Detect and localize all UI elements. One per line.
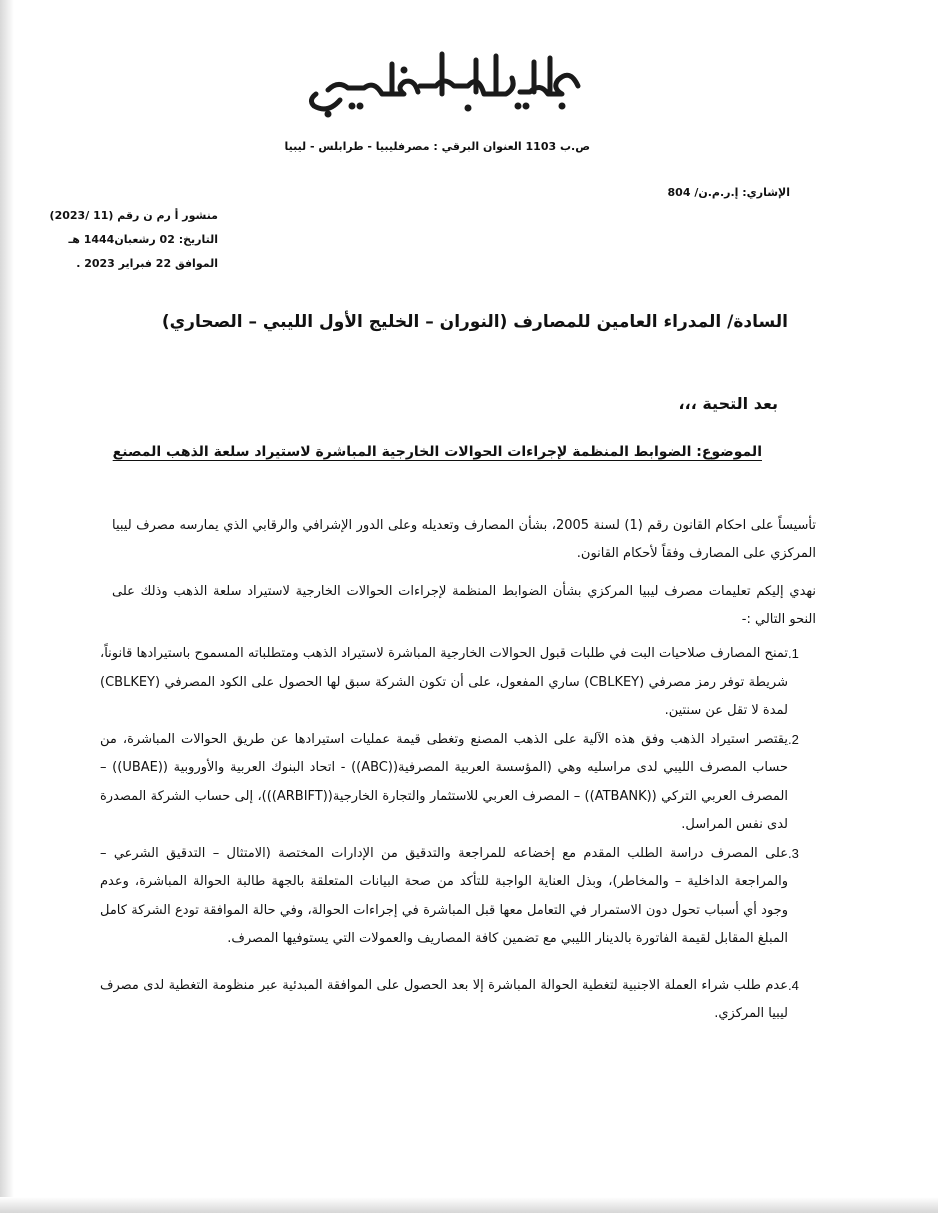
bank-address: ص.ب 1103 العنوان البرقي : مصرفليبيا - طرابلس - ليبيا — [284, 140, 590, 153]
date-gregorian: الموافق 22 فبراير 2023 . — [76, 257, 218, 270]
date-hijri: التاريخ: 02 رشعبان1444 هـ — [68, 233, 218, 246]
item-number: 1. — [788, 646, 799, 661]
bank-logo — [300, 48, 590, 128]
item-number: 2. — [788, 731, 799, 747]
list-item — [100, 840, 816, 954]
circular-number: منشور أ رم ن رقم (11 /2023) — [49, 209, 218, 222]
item-text: يقتصر استيراد الذهب وفق هذه الآلية على الذهب المصنع وتغطى قيمة عمليات استيرادها عن طريق الحوالات المباشرة، من حساب المصرف الليبي لدى مراسليه وهي (المؤسسة العربية المصرفية((ABC)) - اتحاد البنوك العربية والأوروبية ((UBAE)) – المصرف العربي التركي ((ATBANK)) – المصرف العربي للاستثمار والتجارة الخارجية((ARBIFT)))، إلى حساب الشركة المصدرة لدى نفس المراسل. — [100, 731, 789, 832]
greeting: بعد التحية ،،، — [678, 394, 778, 413]
instructions-paragraph: نهدي إليكم تعليمات مصرف ليبيا المركزي بشأن الضوابط المنظمة لإجراءات الحوالات الخارجية لاستيراد سلعة الذهب وذلك على النحو التالي :- — [112, 584, 816, 627]
item-text: تمنح المصارف صلاحيات البت في طلبات قبول الحوالات الخارجية المباشرة لاستيراد الذهب ومتطلباته المسموح باستيرادها قانوناً، شريطة توفر رمز مصرفي (CBLKEY) ساري المفعول، على أن تكون الشركة سبق لها الحصول على الكود المصرفي (CBLKEY) لمدة لا تقل عن سنتين. — [100, 646, 788, 718]
scan-bottom-shadow — [0, 1197, 938, 1213]
reference-number: الإشاري: إ.ر.م.ن/ 804 — [667, 186, 790, 199]
item-number: 3. — [788, 845, 799, 861]
logo-lettering: مصرف ليبيا المركزي — [440, 126, 450, 127]
list-item — [100, 726, 816, 840]
list-item — [100, 640, 816, 726]
item-text: على المصرف دراسة الطلب المقدم مع إخضاعه للمراجعة والتدقيق من الإدارات المختصة (الامتثال – التدقيق الشرعي – والمراجعة الداخلية – والمخاطر)، وبذل العناية الواجبة للتأكد من صحة البيانات المتعلقة بالجهة طالبة الحوالة المباشرة، وعدم وجود أي أسباب تحول دون الاستمرار في التعامل معها قبل المباشرة في إجراءات الحوالة، وفي حالة الموافقة تودع الشركة كامل المبلغ المقابل لقيمة الفاتورة بالدينار الليبي مع تضمين كافة المصاريف والعمولات التي يستوفيها المصرف. — [100, 845, 788, 946]
instructions-list — [100, 640, 816, 1029]
recipients-line: السادة/ المدراء العامين للمصارف (النوران – الخليج الأول الليبي – الصحاري) — [161, 312, 788, 332]
scan-edge-shadow — [0, 0, 14, 1213]
item-text: عدم طلب شراء العملة الاجنبية لتغطية الحوالة المباشرة إلا بعد الحصول على الموافقة المبدئية عبر منظومة التغطية لدى مصرف ليبيا المركزي. — [100, 977, 788, 1021]
subject-line: الموضوع: الضوابط المنظمة لإجراءات الحوالات الخارجية المباشرة لاستيراد سلعة الذهب المصنع — [112, 444, 762, 460]
item-number: 4. — [788, 977, 799, 993]
intro-paragraph: تأسيساً على احكام القانون رقم (1) لسنة 2005، بشأن المصارف وتعديله وعلى الدور الإشرافي والرقابي الذي يمارسه مصرف ليبيا المركزي على المصارف وفقاً لأحكام القانون. — [112, 518, 817, 561]
list-item — [100, 972, 816, 1029]
circular-meta — [50, 204, 218, 276]
